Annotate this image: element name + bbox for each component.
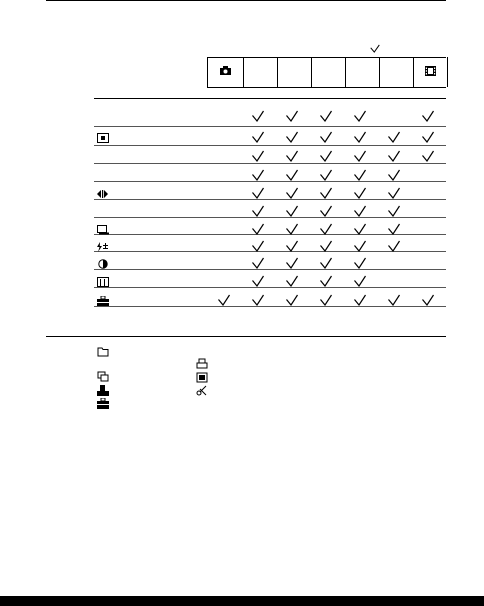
copy-icon [97,371,109,382]
movie-film-icon [425,66,436,79]
check-mark [285,275,299,287]
row-divider [94,306,446,307]
check-mark [285,131,299,143]
header-col-3 [277,57,311,87]
check-mark [353,110,367,122]
setup-toolbox-icon [97,398,109,409]
frame-window-icon [97,225,109,235]
check-mark [421,294,435,306]
check-mark [285,240,299,252]
check-mark [421,110,435,122]
check-mark [251,240,265,252]
check-mark [319,294,333,306]
check-mark [353,187,367,199]
check-mark [251,131,265,143]
check-mark [285,110,299,122]
check-mark [387,294,401,306]
top-rule [46,0,446,1]
print-icon [196,358,208,369]
header-col-6 [379,57,413,87]
folder-icon [97,346,109,357]
check-mark [285,169,299,181]
check-mark [319,257,333,269]
slideshow-icon [196,372,208,383]
check-mark [421,131,435,143]
metering-spot-icon [97,133,109,143]
flash-level-icon [97,242,109,252]
check-mark [353,257,367,269]
header-bottom-border [207,87,446,88]
check-mark [319,131,333,143]
check-mark [353,205,367,217]
check-mark [319,223,333,235]
check-mark [285,205,299,217]
header-col-5 [345,57,379,87]
check-mark [251,187,265,199]
row-divider [94,163,446,164]
check-mark [251,110,265,122]
check-mark [251,275,265,287]
check-mark [319,205,333,217]
check-mark [319,187,333,199]
check-mark [387,240,401,252]
check-mark [353,150,367,162]
check-mark [251,169,265,181]
check-mark [285,223,299,235]
contrast-half-icon [97,259,109,269]
row-divider [94,217,446,218]
check-mark [285,294,299,306]
header-col-1 [207,57,243,87]
check-mark [353,275,367,287]
check-mark [251,257,265,269]
check-mark [387,131,401,143]
header-col-4 [311,57,345,87]
check-mark [251,150,265,162]
page-footer-bar [0,596,484,606]
trim-scissors-icon [196,385,208,396]
check-mark [387,150,401,162]
check-mark [319,275,333,287]
check-mark [319,240,333,252]
check-mark [319,110,333,122]
check-mark [217,294,231,306]
check-mark [353,240,367,252]
check-mark [251,294,265,306]
row-divider [94,98,446,99]
section-rule [46,336,446,337]
check-mark [387,169,401,181]
row-divider [94,269,446,270]
check-mark [421,150,435,162]
header-check-mark [370,44,380,53]
check-mark [285,150,299,162]
check-mark [387,187,401,199]
check-mark [319,169,333,181]
check-mark [319,150,333,162]
focus-arrows-icon [97,189,109,199]
setup-toolbox-icon [97,296,109,306]
row-divider [94,145,446,146]
row-divider [94,287,446,288]
camera-still-icon [220,66,231,78]
check-mark [251,223,265,235]
sharpness-icon [97,277,109,287]
row-divider [94,199,446,200]
check-mark [353,223,367,235]
check-mark [251,205,265,217]
check-mark [285,187,299,199]
check-mark [387,223,401,235]
check-mark [353,169,367,181]
header-col-2 [243,57,277,87]
protect-icon [97,385,109,396]
row-divider [94,181,446,182]
check-mark [353,131,367,143]
check-mark [285,257,299,269]
row-divider [94,126,446,127]
check-mark [387,205,401,217]
header-col-7 [413,57,448,87]
check-mark [353,294,367,306]
